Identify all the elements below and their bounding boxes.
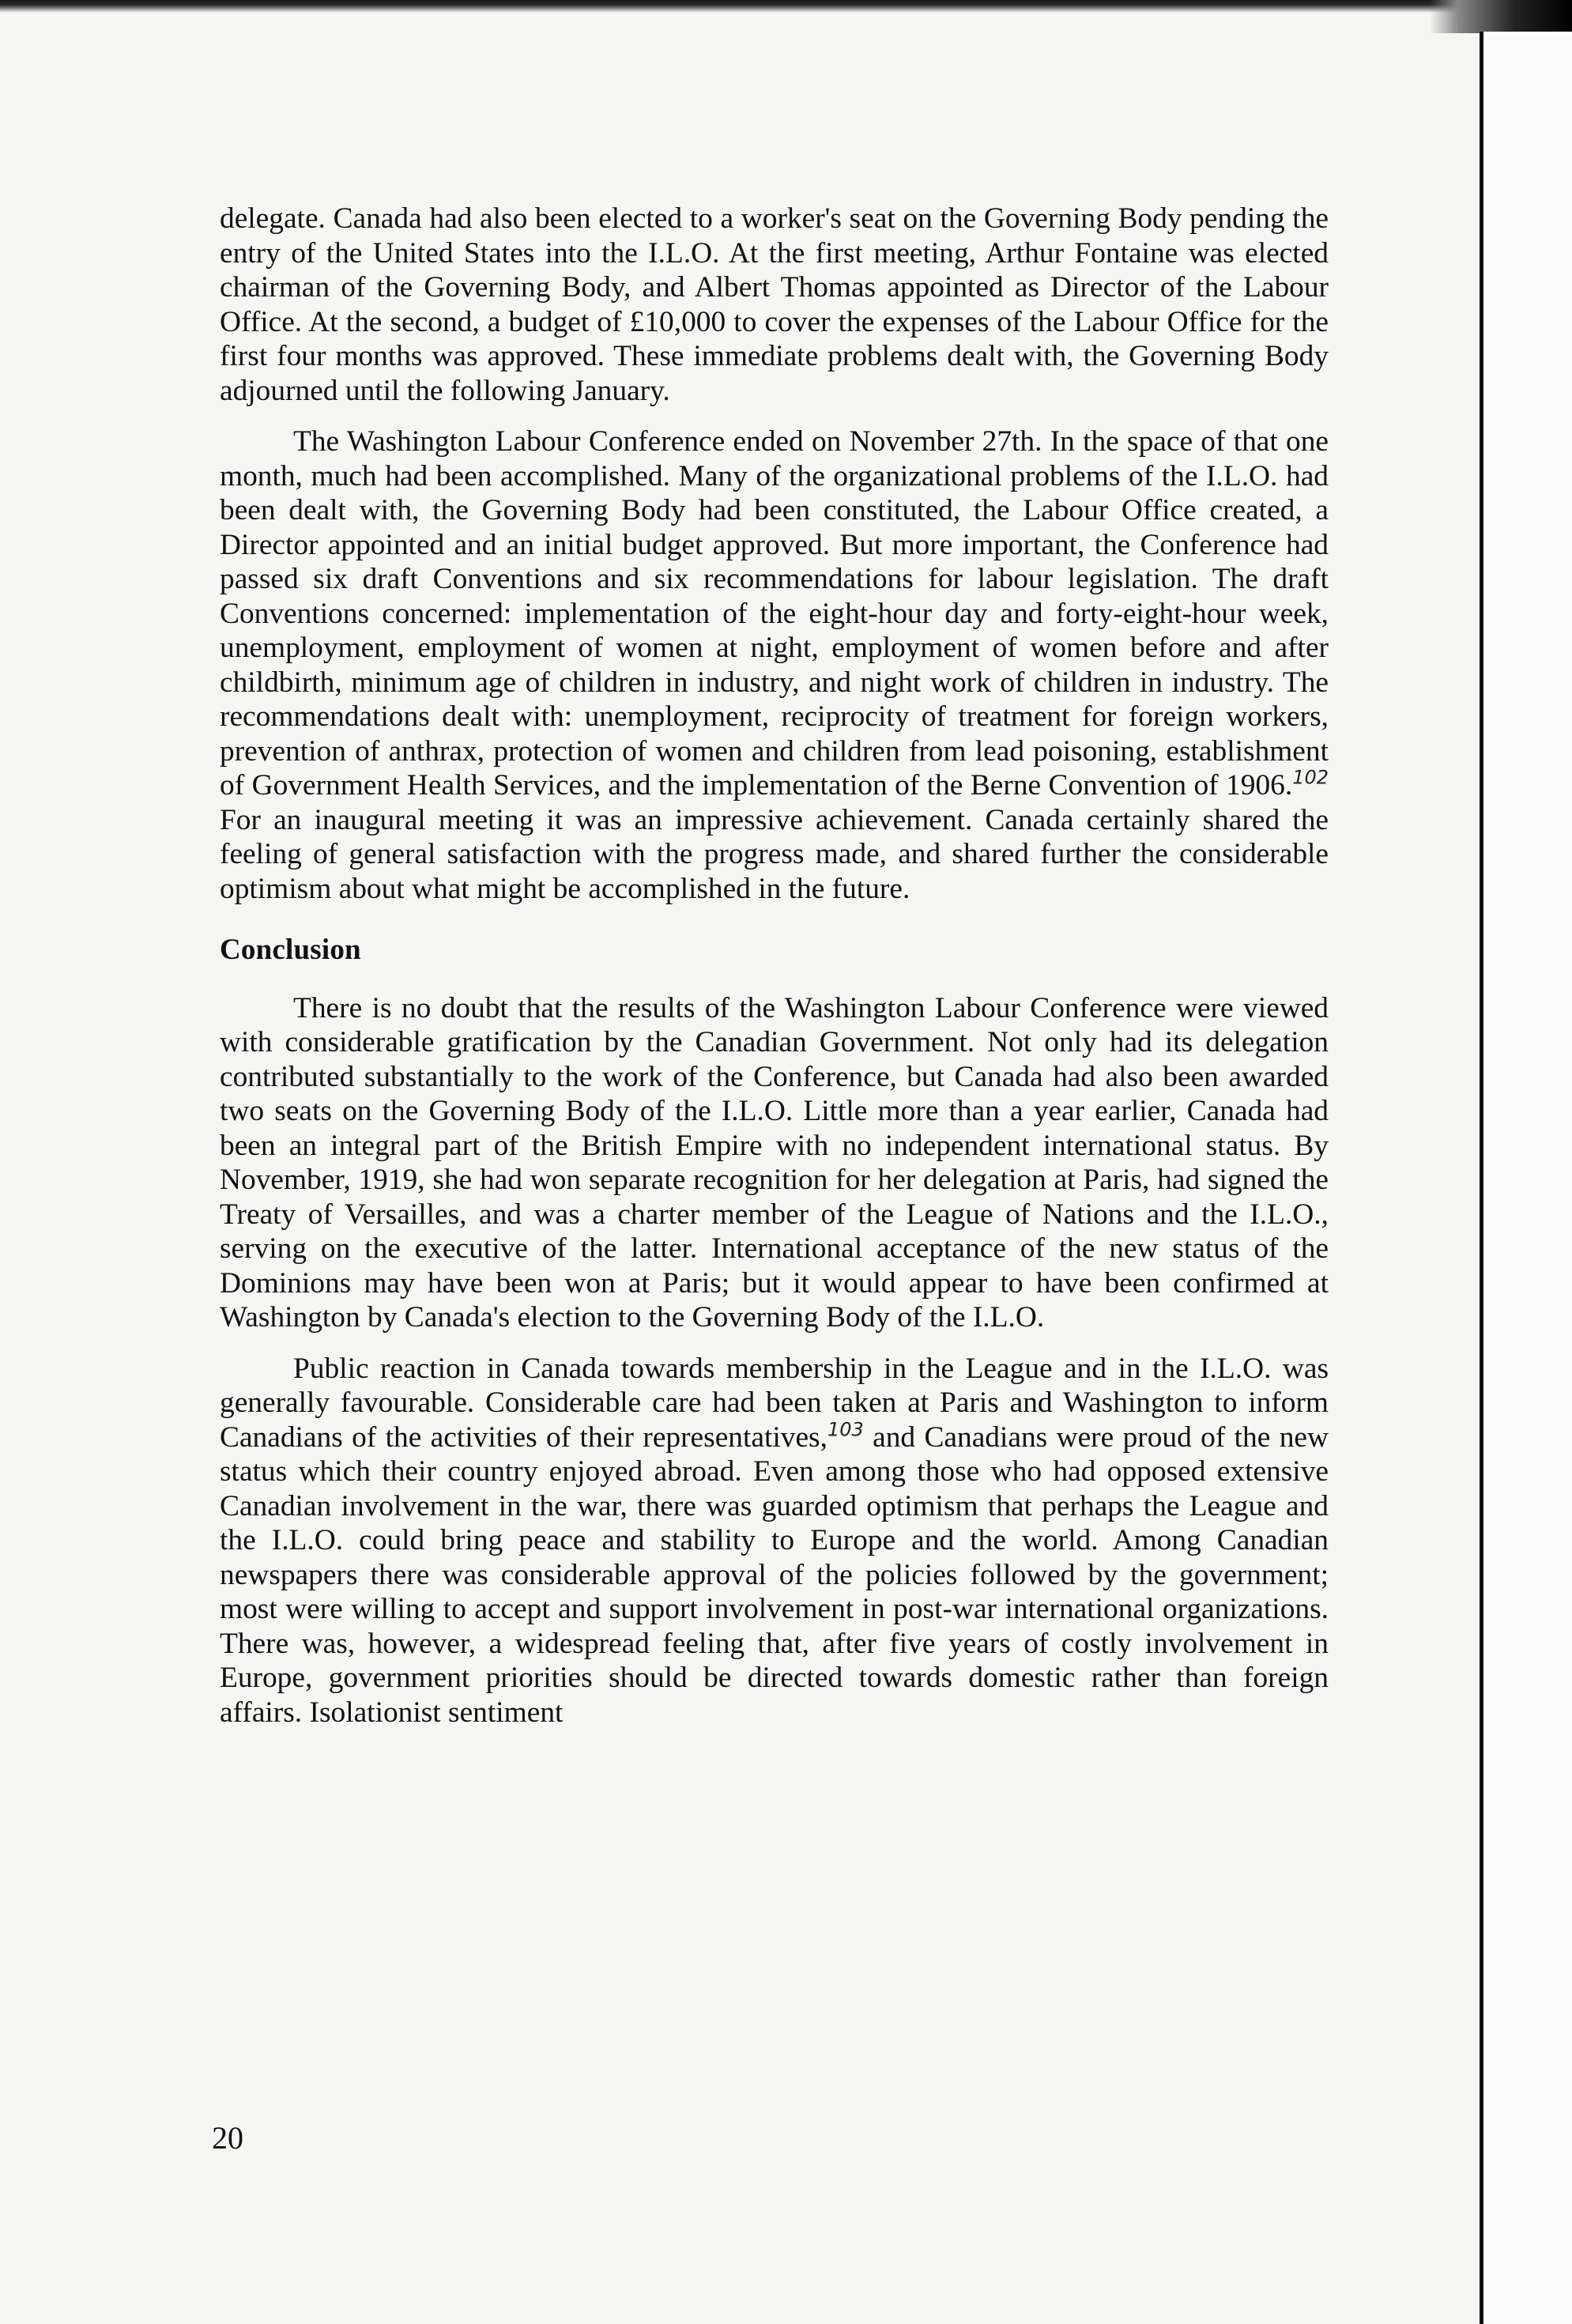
heading-gap [220,906,1329,933]
handwritten-note-102: 102 [1292,766,1329,789]
paragraph-gap [220,408,1329,424]
paragraph-delegate: delegate. Canada had also been elected to a worker's seat on the Governing Body pending the entry of the United States into the I.L.O. At the first meeting, Arthur Fontaine was elected chairman of the Governing Body, and Albert Thomas appointed as Director of the Labour Office. At the second, a budget of £10,000 to cover the expenses of the Labour Office for the first four months was approved. These immediate problems dealt with, the Governing Body adjourned until the following January. [220,202,1329,407]
paragraph-conclusion: There is no doubt that the results of the Washington Labour Conference were viewed with considerable gratification by the Canadian Government. Not only had its delegation contributed substantially to the work of the Conference, but Canada had also been awarded two seats on the Governing Body of the I.L.O. Little more than a year earlier, Canada had been an integral part of the British Empire with no independent international status. By November, 1919, she had won separate recognition for her delegation at Paris, had signed the Treaty of Versailles, and was a charter member of the League of Nations and the I.L.O., serving on the executive of the latter. International acceptance of the new status of the Dominions may have been won at Paris; but it would appear to have been confirmed at Washington by Canada's election to the Governing Body of the I.L.O. [220,991,1329,1334]
scan-margin [1483,32,1572,2324]
paragraph-text-continued: For an inaugural meeting it was an impressive achievement. Canada certainly shared the feeling of general satisfaction with the progress made, and shared further the considerable optimism about what might be accomplished in the future. [220,803,1329,905]
scan-corner-shadow [1430,0,1572,33]
handwritten-note-103: 103 [827,1418,864,1441]
heading-gap [220,968,1329,991]
paragraph-public-reaction [220,1352,1329,1730]
paragraph-text: The Washington Labour Conference ended on November 27th. In the space of that one month, much had been accomplished. Many of the organizational problems of the I.L.O. had been dealt with, the Governing Body had been constituted, the Labour Office created, a Director appointed and an initial budget approved. But more important, the Conference had passed six draft Conventions and six recommendations for labour legislation. The draft Conventions concerned: implementation of the eight-hour day and forty-eight-hour week, unemployment, employment of women at night, employment of women before and after childbirth, minimum age of children in industry, and night work of children in industry. The recommendations dealt with: unemployment, reciprocity of treatment for foreign workers, prevention of anthrax, protection of women and children from lead poisoning, establishment of Government Health Services, and the implementation of the Berne Convention of 1906. [220,425,1329,802]
paragraph-text: Public reaction in Canada towards membership in the League and in the I.L.O. was generally favourable. Considerable care had been taken at Paris and Washington to inform Canadians of the activities of their representatives, [220,1352,1329,1454]
paragraph-text-continued: and Canadians were proud of the new status which their country enjoyed abroad. Even among those who had opposed extensive Canadian involvement in the war, there was guarded optimism that perhaps the League and the I.L.O. could bring peace and stability to Europe and the world. Among Canadian newspapers there was considerable approval of the policies followed by the government; most were willing to accept and support involvement in post-war international organizations. There was, however, a widespread feeling that, after five years of costly involvement in Europe, government priorities should be directed towards domestic rather than foreign affairs. Isolationist sentiment [220,1420,1329,1729]
paragraph-gap [220,1335,1329,1352]
page-number: 20 [212,2120,243,2156]
page-body [220,202,1329,1730]
scan-top-border [0,0,1572,13]
section-heading: Conclusion [220,934,361,966]
paragraph-washington-conference [220,424,1329,906]
